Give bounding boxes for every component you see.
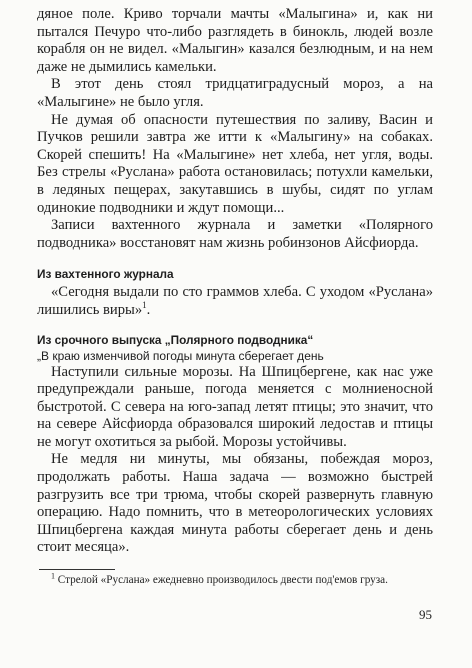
section-heading-logbook: Из вахтенного журнала [37,267,174,282]
paragraph-records: Записи вахтенного журнала и заметки «Полярного подводника» восстановят нам жизнь робинзонов Айсфиорда. [37,217,433,251]
footnote-marker: 1 [51,571,55,581]
footnote-text: Стрелой «Руслана» ежедневно производилось двести под'емов груза. [55,574,388,587]
page-number: 95 [419,607,432,622]
footnote-reference: 1 [142,300,147,311]
logbook-quote-text: «Сегодня выдали по сто граммов хлеба. С уходом «Руслана» лишились виры» [37,284,433,318]
footnote-divider [39,569,115,570]
newsletter-subheading: „В краю изменчивой погоды минута сберегает день [37,348,324,363]
footnote [37,571,433,588]
logbook-quote-end: . [146,301,151,318]
paragraph-weather: Наступили сильные морозы. На Шпицбергене, как нас уже предупреждали раньше, погода меняется с молниеносной быстротой. С севера на юго-запад летят птицы; это значит, что на севере Айсфиорда образовался широкий ледостав и птицы не могут охотиться за рыбой. Морозы устойчивы. [37,363,433,450]
paragraph-frost: В этот день стоял тридцатиградусный мороз, а на «Малыгине» не было угля. [37,76,433,110]
page-body [37,6,433,588]
paragraph-journey: Не думая об опасности путешествия по заливу, Васин и Пучков решили завтра же итти к «Малыгину» на собаках. Скорей спешить! На «Малыгине» нет хлеба, нет угля, воды. Без стрелы «Руслана» работа остановилась; потухли камельки, в ледяных пещерах, закутавшись в шубы, сидят по углам одинокие подводники и ждут помощи... [37,111,433,216]
paragraph-work: Не медля ни минуты, мы обязаны, побеждая мороз, продолжать работы. Наша задача — возможно быстрей разгрузить все три трюма, чтобы скорей развернуть главную операцию. Надо помнить, что в метеорологических условиях Шпицбергена каждая минута работы сберегает день и день стоит месяца». [37,451,433,556]
section-heading-newsletter: Из срочного выпуска „Полярного подводника“ [37,332,314,347]
logbook-quote [37,284,433,319]
paragraph-continued: дяное поле. Криво торчали мачты «Малыгина» и, как ни пытался Печуро что-либо разглядеть в бинокль, людей возле корабля он не видел. «Малыгин» казался безлюдным, и на нем даже не дымились камельки. [37,6,433,75]
